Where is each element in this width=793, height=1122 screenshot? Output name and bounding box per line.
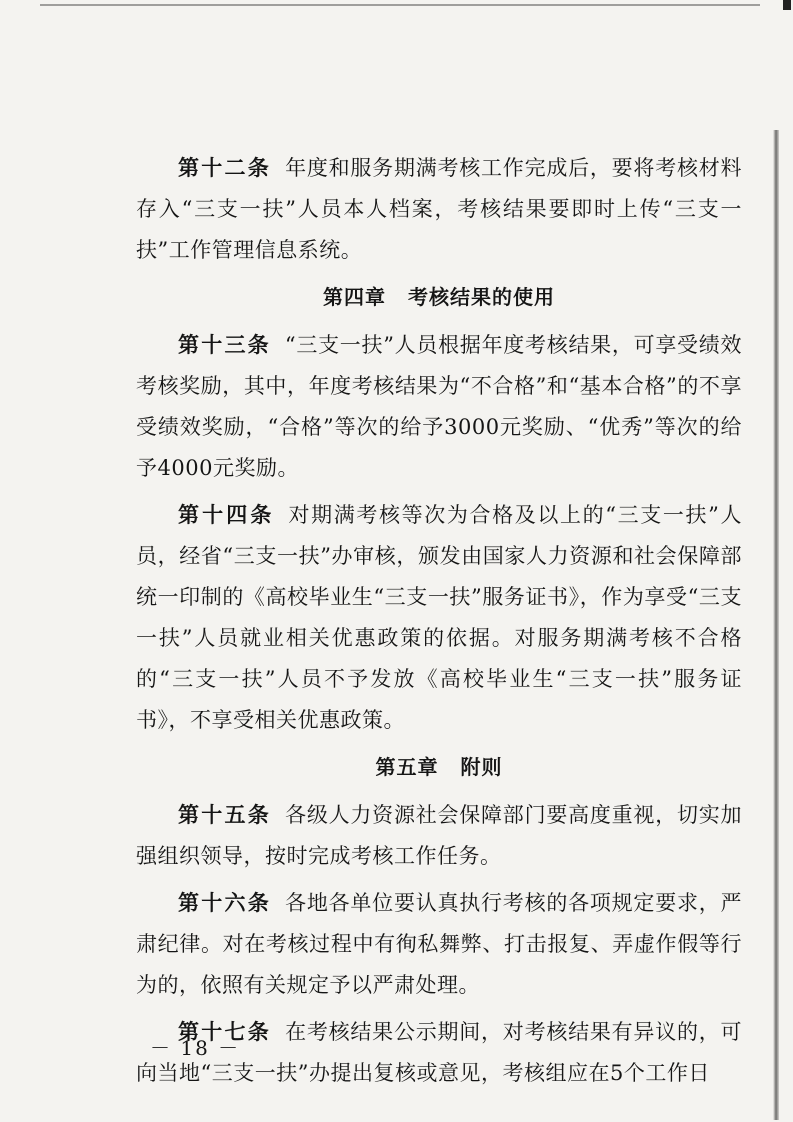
article-heading: 第十五条: [178, 803, 272, 827]
chapter-title: 考核结果的使用: [408, 285, 555, 309]
article-heading: 第十六条: [178, 891, 272, 915]
article-14: [136, 495, 742, 741]
scan-edge-top: [40, 4, 760, 6]
article-heading: 第十七条: [178, 1020, 272, 1044]
chapter-4-heading: [136, 277, 742, 317]
article-15: [136, 795, 742, 877]
article-text: 年度和服务期满考核工作完成后，要将考核材料存入“三支一扶”人员本人档案，考核结果要即时上传“三支一扶”工作管理信息系统。: [136, 156, 743, 262]
article-text: 对期满考核等次为合格及以上的“三支一扶”人员，经省“三支一扶”办审核，颁发由国家人力资源和社会保障部统一印制的《高校毕业生“三支一扶”服务证书》，作为享受“三支一扶”人员就业相关优惠政策的依据。对服务期满考核不合格的“三支一扶”人员不予发放《高校毕业生“三支一扶”服务证书》，不享受相关优惠政策。: [136, 503, 742, 732]
page-number: － 18 －: [150, 1036, 241, 1060]
chapter-title: 附则: [460, 755, 503, 779]
chapter-number: 第四章: [323, 285, 386, 309]
article-12: [136, 148, 742, 271]
article-text: 在考核结果公示期间，对考核结果有异议的，可向当地“三支一扶”办提出复核或意见，考核组应在5个工作日: [136, 1020, 743, 1085]
article-heading: 第十三条: [178, 333, 271, 357]
article-text: 各级人力资源社会保障部门要高度重视，切实加强组织领导，按时完成考核工作任务。: [136, 803, 743, 868]
scan-edge-right: [773, 130, 779, 1120]
chapter-number: 第五章: [375, 755, 439, 779]
article-heading: 第十四条: [178, 503, 275, 527]
article-text: 各地各单位要认真执行考核的各项规定要求，严肃纪律。对在考核过程中有徇私舞弊、打击报复、弄虚作假等行为的，依照有关规定予以严肃处理。: [136, 891, 743, 997]
scan-corner-mark: [783, 0, 791, 10]
chapter-5-heading: [136, 747, 742, 787]
document-body: [136, 148, 742, 1100]
article-16: [136, 883, 742, 1006]
article-heading: 第十二条: [178, 156, 272, 180]
article-text: “三支一扶”人员根据年度考核结果，可享受绩效考核奖励，其中，年度考核结果为“不合格”和“基本合格”的不享受绩效奖励，“合格”等次的给予3000元奖励、“优秀”等次的给予4000元奖励。: [136, 333, 742, 480]
article-13: [136, 325, 742, 489]
